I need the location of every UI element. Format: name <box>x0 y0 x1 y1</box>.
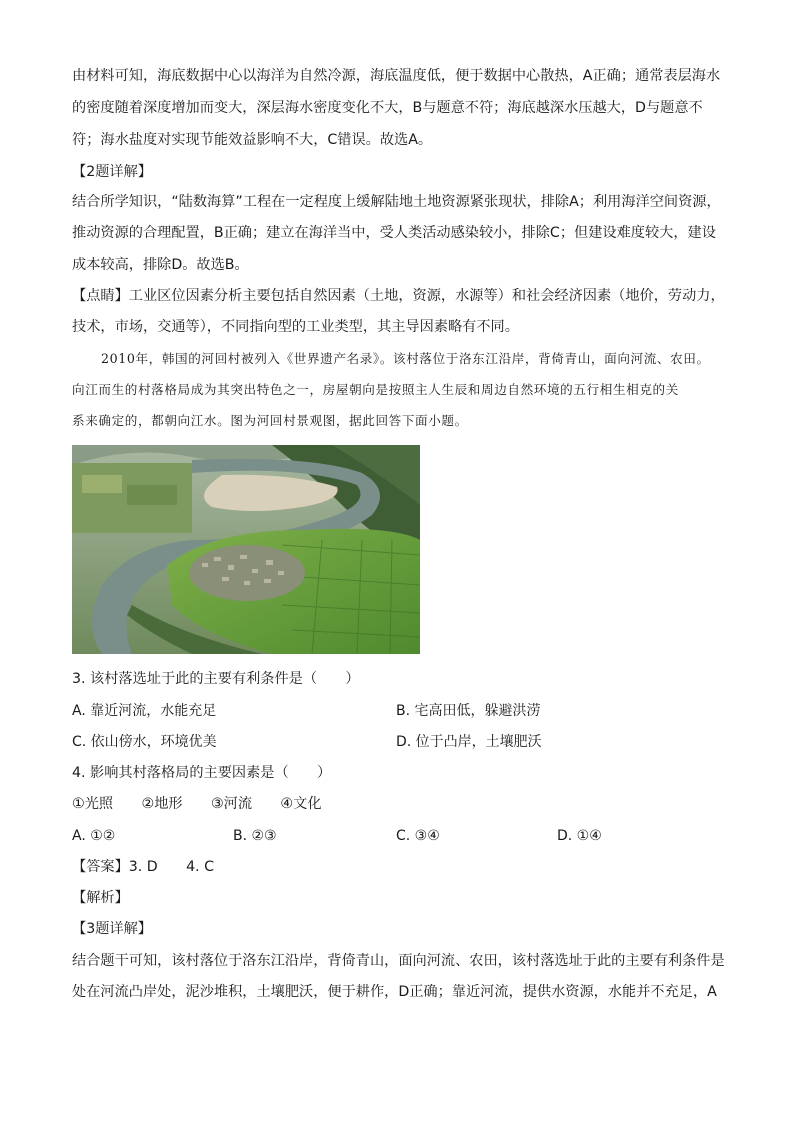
material-line: 2010年，韩国的河回村被列入《世界遗产名录》。该村落位于洛东江沿岸，背倚青山，面向河流、农田。 <box>101 351 710 366</box>
section-header: 【2题详解】 <box>72 164 152 180</box>
text-line: 的密度随着深度增加而变大，深层海水密度变化不大，B与题意不符；海底越深水压越大，D与题意不 <box>72 100 703 116</box>
text-line: 处在河流凸岸处，泥沙堆积，土壤肥沃，便于耕作，D正确；靠近河流，提供水资源，水能并不充足，A <box>72 984 717 1000</box>
q3-option-a: A. 靠近河流，水能充足 <box>72 703 217 719</box>
tip-line: 技术，市场，交通等），不同指向型的工业类型，其主导因素略有不同。 <box>72 319 519 335</box>
answer-text: 3. D 4. C <box>128 859 215 875</box>
analysis-header: 【解析】 <box>72 890 129 906</box>
q4-option-b: B. ②③ <box>233 828 277 844</box>
q4-option-d: D. ①④ <box>557 828 602 844</box>
text-line: 由材料可知，海底数据中心以海洋为自然冷源，海底温度低，便于数据中心散热，A正确；通常表层海水 <box>72 68 721 84</box>
tip-line: 【点睛】工业区位因素分析主要包括自然因素（土地，资源，水源等）和社会经济因素（地价，劳动力， <box>72 288 725 304</box>
text-line: 结合题干可知，该村落位于洛东江沿岸，背倚青山，面向河流、农田，该村落选址于此的主要有利条件是 <box>72 953 725 969</box>
text-line: 推动资源的合理配置，B正确；建立在海洋当中，受人类活动感染较小，排除C；但建设难度较大，建设 <box>72 225 716 241</box>
material-line: 系来确定的，都朝向江水。图为河回村景观图，据此回答下面小题。 <box>72 413 468 428</box>
section-header: 【3题详解】 <box>72 921 152 937</box>
answer-line <box>72 857 214 877</box>
q3-option-c: C. 依山傍水，环境优美 <box>72 734 217 750</box>
text-line: 成本较高，排除D。故选B。 <box>72 257 249 273</box>
q3-option-b: B. 宅高田低，躲避洪涝 <box>396 703 541 719</box>
q4-option-c: C. ③④ <box>396 828 440 844</box>
material-line: 向江而生的村落格局成为其突出特色之一，房屋朝向是按照主人生辰和周边自然环境的五行相生相克的关 <box>72 382 679 397</box>
text-line: 符；海水盐度对实现节能效益影响不大，C错误。故选A。 <box>72 132 433 148</box>
text-line: 结合所学知识，“陆数海算”工程在一定程度上缓解陆地土地资源紧张现状，排除A；利用海洋空间资源， <box>72 194 721 210</box>
q4-option-a: A. ①② <box>72 828 116 844</box>
question-3-stem: 3. 该村落选址于此的主要有利条件是（ ） <box>72 671 360 687</box>
answer-tag: 【答案】 <box>72 859 129 875</box>
village-aerial-photo <box>72 445 420 654</box>
question-4-stem: 4. 影响其村落格局的主要因素是（ ） <box>72 765 332 781</box>
question-4-factors: ①光照 ②地形 ③河流 ④文化 <box>72 796 322 812</box>
q3-option-d: D. 位于凸岸，土壤肥沃 <box>396 734 542 750</box>
